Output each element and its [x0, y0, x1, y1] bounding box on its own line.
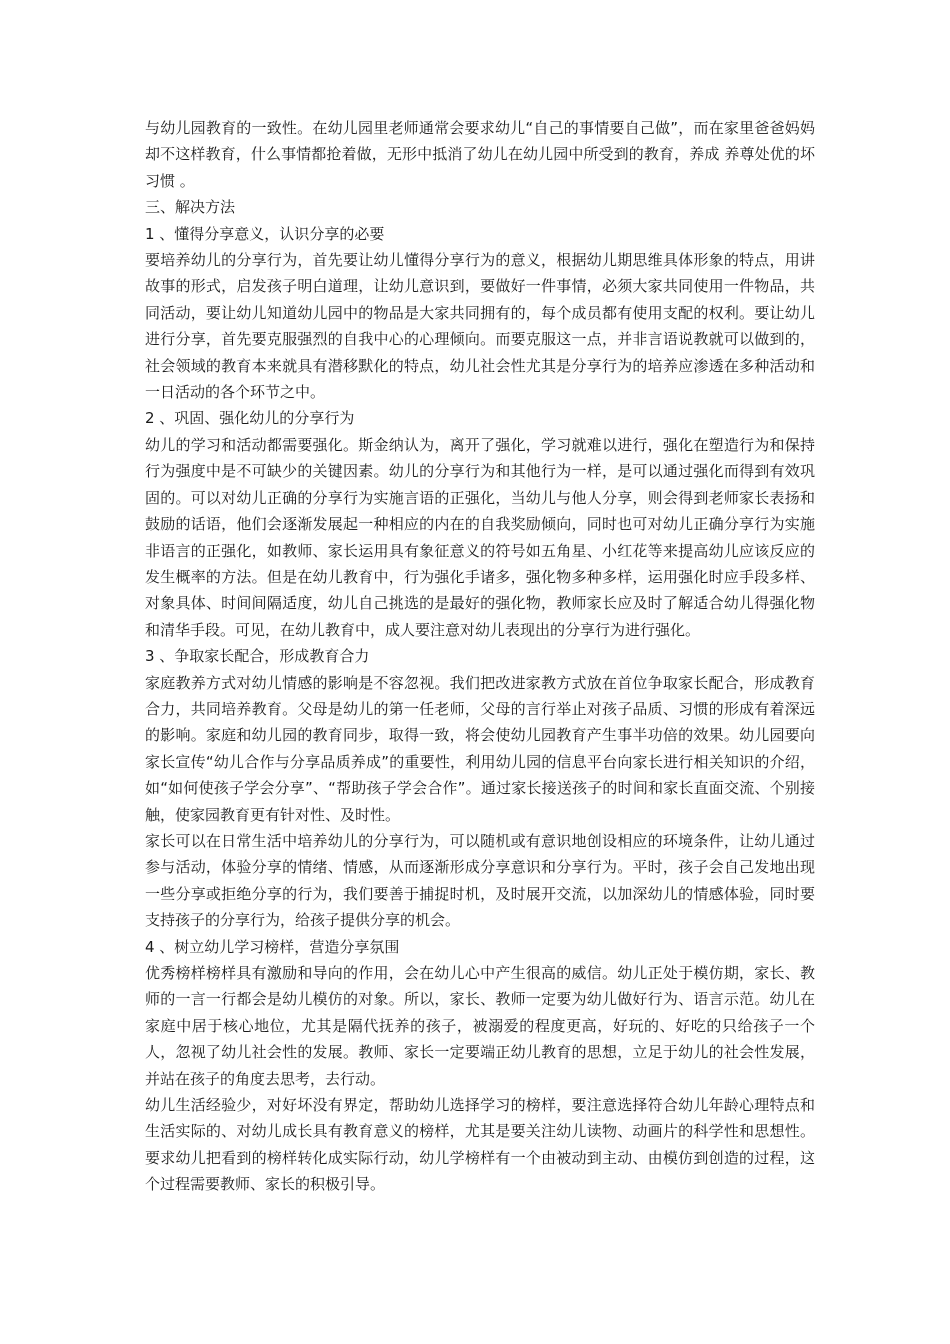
- subsection-heading: 4 、树立幼儿学习榜样，营造分享氛围: [145, 937, 400, 956]
- subsection-heading: 1 、懂得分享意义，认识分享的必要: [145, 224, 385, 243]
- body-paragraph: 优秀榜样榜样具有激励和导向的作用，会在幼儿心中产生很高的威信。幼儿正处于模仿期，家长、教师的一言一行都会是幼儿模仿的对象。所以，家长、教师一定要为幼儿做好行为、语言示范。幼儿在家庭中居于核心地位，尤其是隔代抚养的孩子，被溺爱的程度更高，好玩的、好吃的只给孩子一个人，忽视了幼儿社会性的发展。教师、家长一定要端正幼儿教育的思想，立足于幼儿的社会性发展，并站在孩子的角度去思考，去行动。: [145, 964, 815, 1088]
- body-paragraph: 家庭教养方式对幼儿情感的影响是不容忽视。我们把改进家教方式放在首位争取家长配合，形成教育合力，共同培养教育。父母是幼儿的第一任老师，父母的言行举止对孩子品质、习惯的形成有着深远的影响。家庭和幼儿园的教育同步，取得一致，将会使幼儿园教育产生事半功倍的效果。幼儿园要向家长宣传“幼儿合作与分享品质养成”的重要性，利用幼儿园的信息平台向家长进行相关知识的介绍，如“如何使孩子学会分享”、“帮助孩子学会合作”。通过家长接送孩子的时间和家长直面交流、个别接触，使家园教育更有针对性、及时性。: [145, 673, 815, 824]
- subsection-heading: 2 、巩固、强化幼儿的分享行为: [145, 409, 355, 428]
- subsection-heading: 3 、争取家长配合，形成教育合力: [145, 647, 370, 666]
- body-paragraph: 要培养幼儿的分享行为，首先要让幼儿懂得分享行为的意义，根据幼儿期思维具体形象的特点，用讲故事的形式，启发孩子明白道理，让幼儿意识到，要做好一件事情，必须大家共同使用一件物品，共同活动，要让幼儿知道幼儿园中的物品是大家共同拥有的，每个成员都有使用支配的权利。要让幼儿进行分享，首先要克服强烈的自我中心的心理倾向。而要克服这一点，并非言语说教就可以做到的，社会领域的教育本来就具有潜移默化的特点，幼儿社会性尤其是分享行为的培养应渗透在多种活动和一日活动的各个环节之中。: [145, 251, 815, 402]
- body-paragraph: 与幼儿园教育的一致性。在幼儿园里老师通常会要求幼儿“自己的事情要自己做”，而在家里爸爸妈妈却不这样教育，什么事情都抢着做，无形中抵消了幼儿在幼儿园中所受到的教育，养成 养尊处优的坏习惯 。: [145, 119, 815, 190]
- body-paragraph: 家长可以在日常生活中培养幼儿的分享行为，可以随机或有意识地创设相应的环境条件，让幼儿通过参与活动，体验分享的情绪、情感，从而逐渐形成分享意识和分享行为。平时，孩子会自己发地出现一些分享或拒绝分享的行为，我们要善于捕捉时机，及时展开交流，以加深幼儿的情感体验，同时要支持孩子的分享行为，给孩子提供分享的机会。: [145, 831, 815, 930]
- document-page: [145, 115, 815, 1198]
- body-paragraph: 幼儿的学习和活动都需要强化。斯金纳认为，离开了强化，学习就难以进行，强化在塑造行为和保持行为强度中是不可缺少的关键因素。幼儿的分享行为和其他行为一样，是可以通过强化而得到有效巩固的。可以对幼儿正确的分享行为实施言语的正强化，当幼儿与他人分享，则会得到老师家长表扬和鼓励的话语，他们会逐渐发展起一种相应的内在的自我奖励倾向，同时也可对幼儿正确分享行为实施非语言的正强化，如教师、家长运用具有象征意义的符号如五角星、小红花等来提高幼儿应该反应的发生概率的方法。但是在幼儿教育中，行为强化手诸多，强化物多种多样，运用强化时应手段多样、对象具体、时间间隔适度，幼儿自己挑选的是最好的强化物，教师家长应及时了解适合幼儿得强化物和清华手段。可见，在幼儿教育中，成人要注意对幼儿表现出的分享行为进行强化。: [145, 435, 815, 639]
- section-heading: 三、解决方法: [145, 198, 236, 217]
- body-paragraph: 幼儿生活经验少，对好坏没有界定，帮助幼儿选择学习的榜样，要注意选择符合幼儿年龄心理特点和生活实际的、对幼儿成长具有教育意义的榜样，尤其是要关注幼儿读物、动画片的科学性和思想性。要求幼儿把看到的榜样转化成实际行动，幼儿学榜样有一个由被动到主动、由模仿到创造的过程，这个过程需要教师、家长的积极引导。: [145, 1096, 815, 1194]
